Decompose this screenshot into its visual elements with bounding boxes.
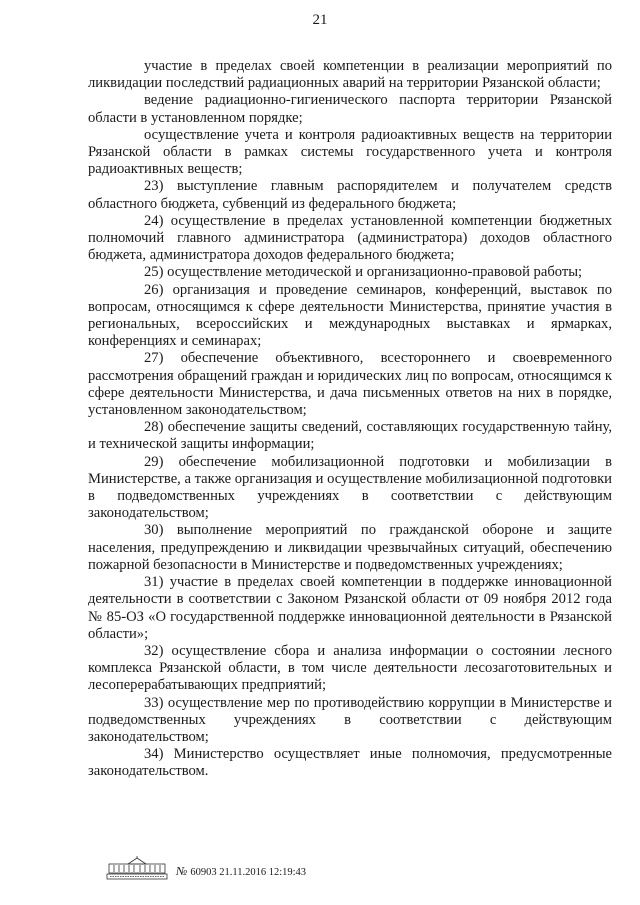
paragraph: 32) осуществление сбора и анализа информации о состоянии лесного комплекса Рязанской области, в том числе деятельности лесозаготовительных и лесоперерабатывающих предприятий; [88, 642, 612, 694]
document-body [88, 58, 612, 781]
paragraph: 29) обеспечение мобилизационной подготовки и мобилизации в Министерстве, а также организация и осуществление мобилизационной подготовки в подведомственных учреждениях в соответствии с действующим законодательством; [88, 453, 612, 522]
paragraph: 25) осуществление методической и организационно-правовой работы; [144, 264, 583, 281]
registration-footer [106, 855, 306, 881]
paragraph: 24) осуществление в пределах установленной компетенции бюджетных полномочий главного администратора (администратора) доходов областного бюджета, администратора доходов федерального бюджета; [88, 212, 612, 264]
page-number: 21 [312, 12, 328, 28]
paragraph: 31) участие в пределах своей компетенции в поддержке инновационной деятельности в соответствии с Законом Рязанской области от 09 ноября 2012 года № 85-ОЗ «О государственной поддержке инновационной деятельности в Рязанской области»; [88, 574, 612, 642]
paragraph: 34) Министерство осуществляет иные полномочия, предусмотренные законодательством. [88, 746, 612, 780]
registration-stamp [176, 864, 306, 881]
paragraph: ведение радиационно-гигиенического паспорта территории Рязанской области в установленном порядке; [88, 92, 612, 126]
paragraph: 28) обеспечение защиты сведений, составляющих государственную тайну, и технической защиты информации; [88, 419, 612, 453]
paragraph: 33) осуществление мер по противодействию коррупции в Министерстве и подведомственных учреждениях в соответствии с действующим законодательством; [88, 694, 612, 745]
paragraph: участие в пределах своей компетенции в реализации мероприятий по ликвидации последствий радиационных аварий на территории Рязанской области; [88, 58, 612, 92]
number-sign: № [176, 864, 188, 878]
paragraph: 26) организация и проведение семинаров, конференций, выставок по вопросам, относящимся к сфере деятельности Министерства, принятие участия в региональных, всероссийских и международных выставках и ярмарках, конференциях и семинарах; [88, 281, 612, 350]
registration-text: 60903 21.11.2016 12:19:43 [190, 867, 307, 878]
paragraph: 23) выступление главным распорядителем и получателем средств областного бюджета, субвенций из федерального бюджета; [88, 178, 612, 212]
government-building-emblem-icon [106, 855, 168, 881]
paragraph: 30) выполнение мероприятий по гражданской обороне и защите населения, предупреждению и ликвидации чрезвычайных ситуаций, обеспечению пожарной безопасности в Министерстве и подведомственных учреждениях; [88, 522, 612, 573]
paragraph: 27) обеспечение объективного, всестороннего и своевременного рассмотрения обращений граждан и юридических лиц по вопросам, относящимся к сфере деятельности Министерства, и дача письменных ответов на них в порядке, установленном законодательством; [88, 350, 612, 419]
paragraph: осуществление учета и контроля радиоактивных веществ на территории Рязанской области в рамках системы государственного учета и контроля радиоактивных веществ; [88, 126, 612, 178]
